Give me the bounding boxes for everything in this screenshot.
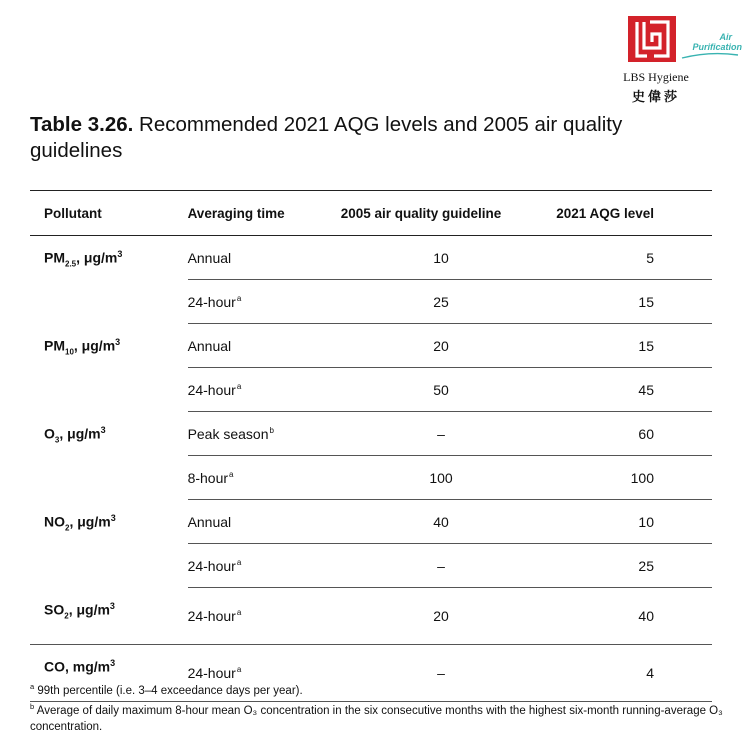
table-row [30,236,712,280]
header-2005-guideline: 2005 air quality guideline [321,191,522,236]
pollutant-cell: $O_3$, $\mu g/m^3$ [44,424,106,444]
pollutant-cell: CO, $mg/m^3$ [30,644,188,701]
aqg-2021-cell: 5 [521,236,712,280]
guideline-2005-cell: – [321,412,522,456]
aqg-2021-cell: 100 [521,456,712,500]
table-title [30,112,690,164]
header-averaging-time: Averaging time [188,191,321,236]
header-pollutant: Pollutant [30,191,188,236]
logo-tagline [684,32,742,52]
aqg-2021-cell: 25 [521,544,712,588]
averaging-time-cell: 24-hour$^a$ [188,368,321,412]
guideline-2005-cell: 10 [321,236,522,280]
aqg-2021-cell: 4 [521,644,712,701]
averaging-time-cell: Annual [188,324,321,368]
aqg-2021-cell: 40 [521,588,712,645]
guideline-2005-cell: 50 [321,368,522,412]
swoosh-icon [680,52,740,60]
logo-tagline-line1: Air [719,32,732,42]
footnotes [30,679,730,735]
table-header-row [30,191,712,236]
guideline-2005-cell: 40 [321,500,522,544]
guideline-2005-cell: 20 [321,324,522,368]
guideline-2005-cell: 25 [321,280,522,324]
pollutant-cell: $PM_{2.5}$, $\mu g/m^3$ [44,249,123,269]
averaging-time-cell: Annual [188,236,321,280]
guideline-2005-cell: – [321,544,522,588]
pollutant-cell: $PM_{10}$, $\mu g/m^3$ [44,336,121,356]
averaging-time-cell: 24-hour$^a$ [188,544,321,588]
averaging-time-cell: 8-hour$^a$ [188,456,321,500]
guideline-2005-cell: 20 [321,588,522,645]
guideline-2005-cell: 100 [321,456,522,500]
logo-name-chinese: 史偉莎 [631,90,680,105]
aqg-table [30,190,712,702]
pollutant-cell: $SO_2$, $\mu g/m^3$ [30,588,188,645]
footnote-a: $^a$ 99th percentile (i.e. 3–4 exceedance days per year). [30,682,303,697]
averaging-time-cell: 24-hour$^a$ [188,644,321,701]
lbs-hygiene-logo [622,14,742,104]
logo-name: LBS Hygiene [623,70,689,84]
table-number: Table 3.26. [30,113,134,136]
header-2021-aqg: 2021 AQG level [521,191,712,236]
logo-tagline-line2: Purification [692,42,742,52]
averaging-time-cell: Peak season$^b$ [188,412,321,456]
averaging-time-cell: 24-hour$^a$ [188,588,321,645]
footnote-b: $^b$ Average of daily maximum 8-hour mean O₃ concentration in the six consecutive months with the highest six-month running-average O₃ concentration. [30,701,723,733]
aqg-2021-cell: 15 [521,324,712,368]
table-body [30,236,712,702]
averaging-time-cell: 24-hour$^a$ [188,280,321,324]
guideline-2005-cell: – [321,644,522,701]
aqg-2021-cell: 10 [521,500,712,544]
aqg-2021-cell: 45 [521,368,712,412]
aqg-2021-cell: 60 [521,412,712,456]
table-title-text: Recommended 2021 AQG levels and 2005 air quality guidelines [30,113,623,162]
pollutant-cell: $NO_2$, $\mu g/m^3$ [44,512,116,532]
table-row [30,500,712,544]
averaging-time-cell: Annual [188,500,321,544]
table-row [30,412,712,456]
aqg-2021-cell: 15 [521,280,712,324]
table-row [30,324,712,368]
lbs-logo-icon [628,16,676,62]
table-row [30,588,712,645]
